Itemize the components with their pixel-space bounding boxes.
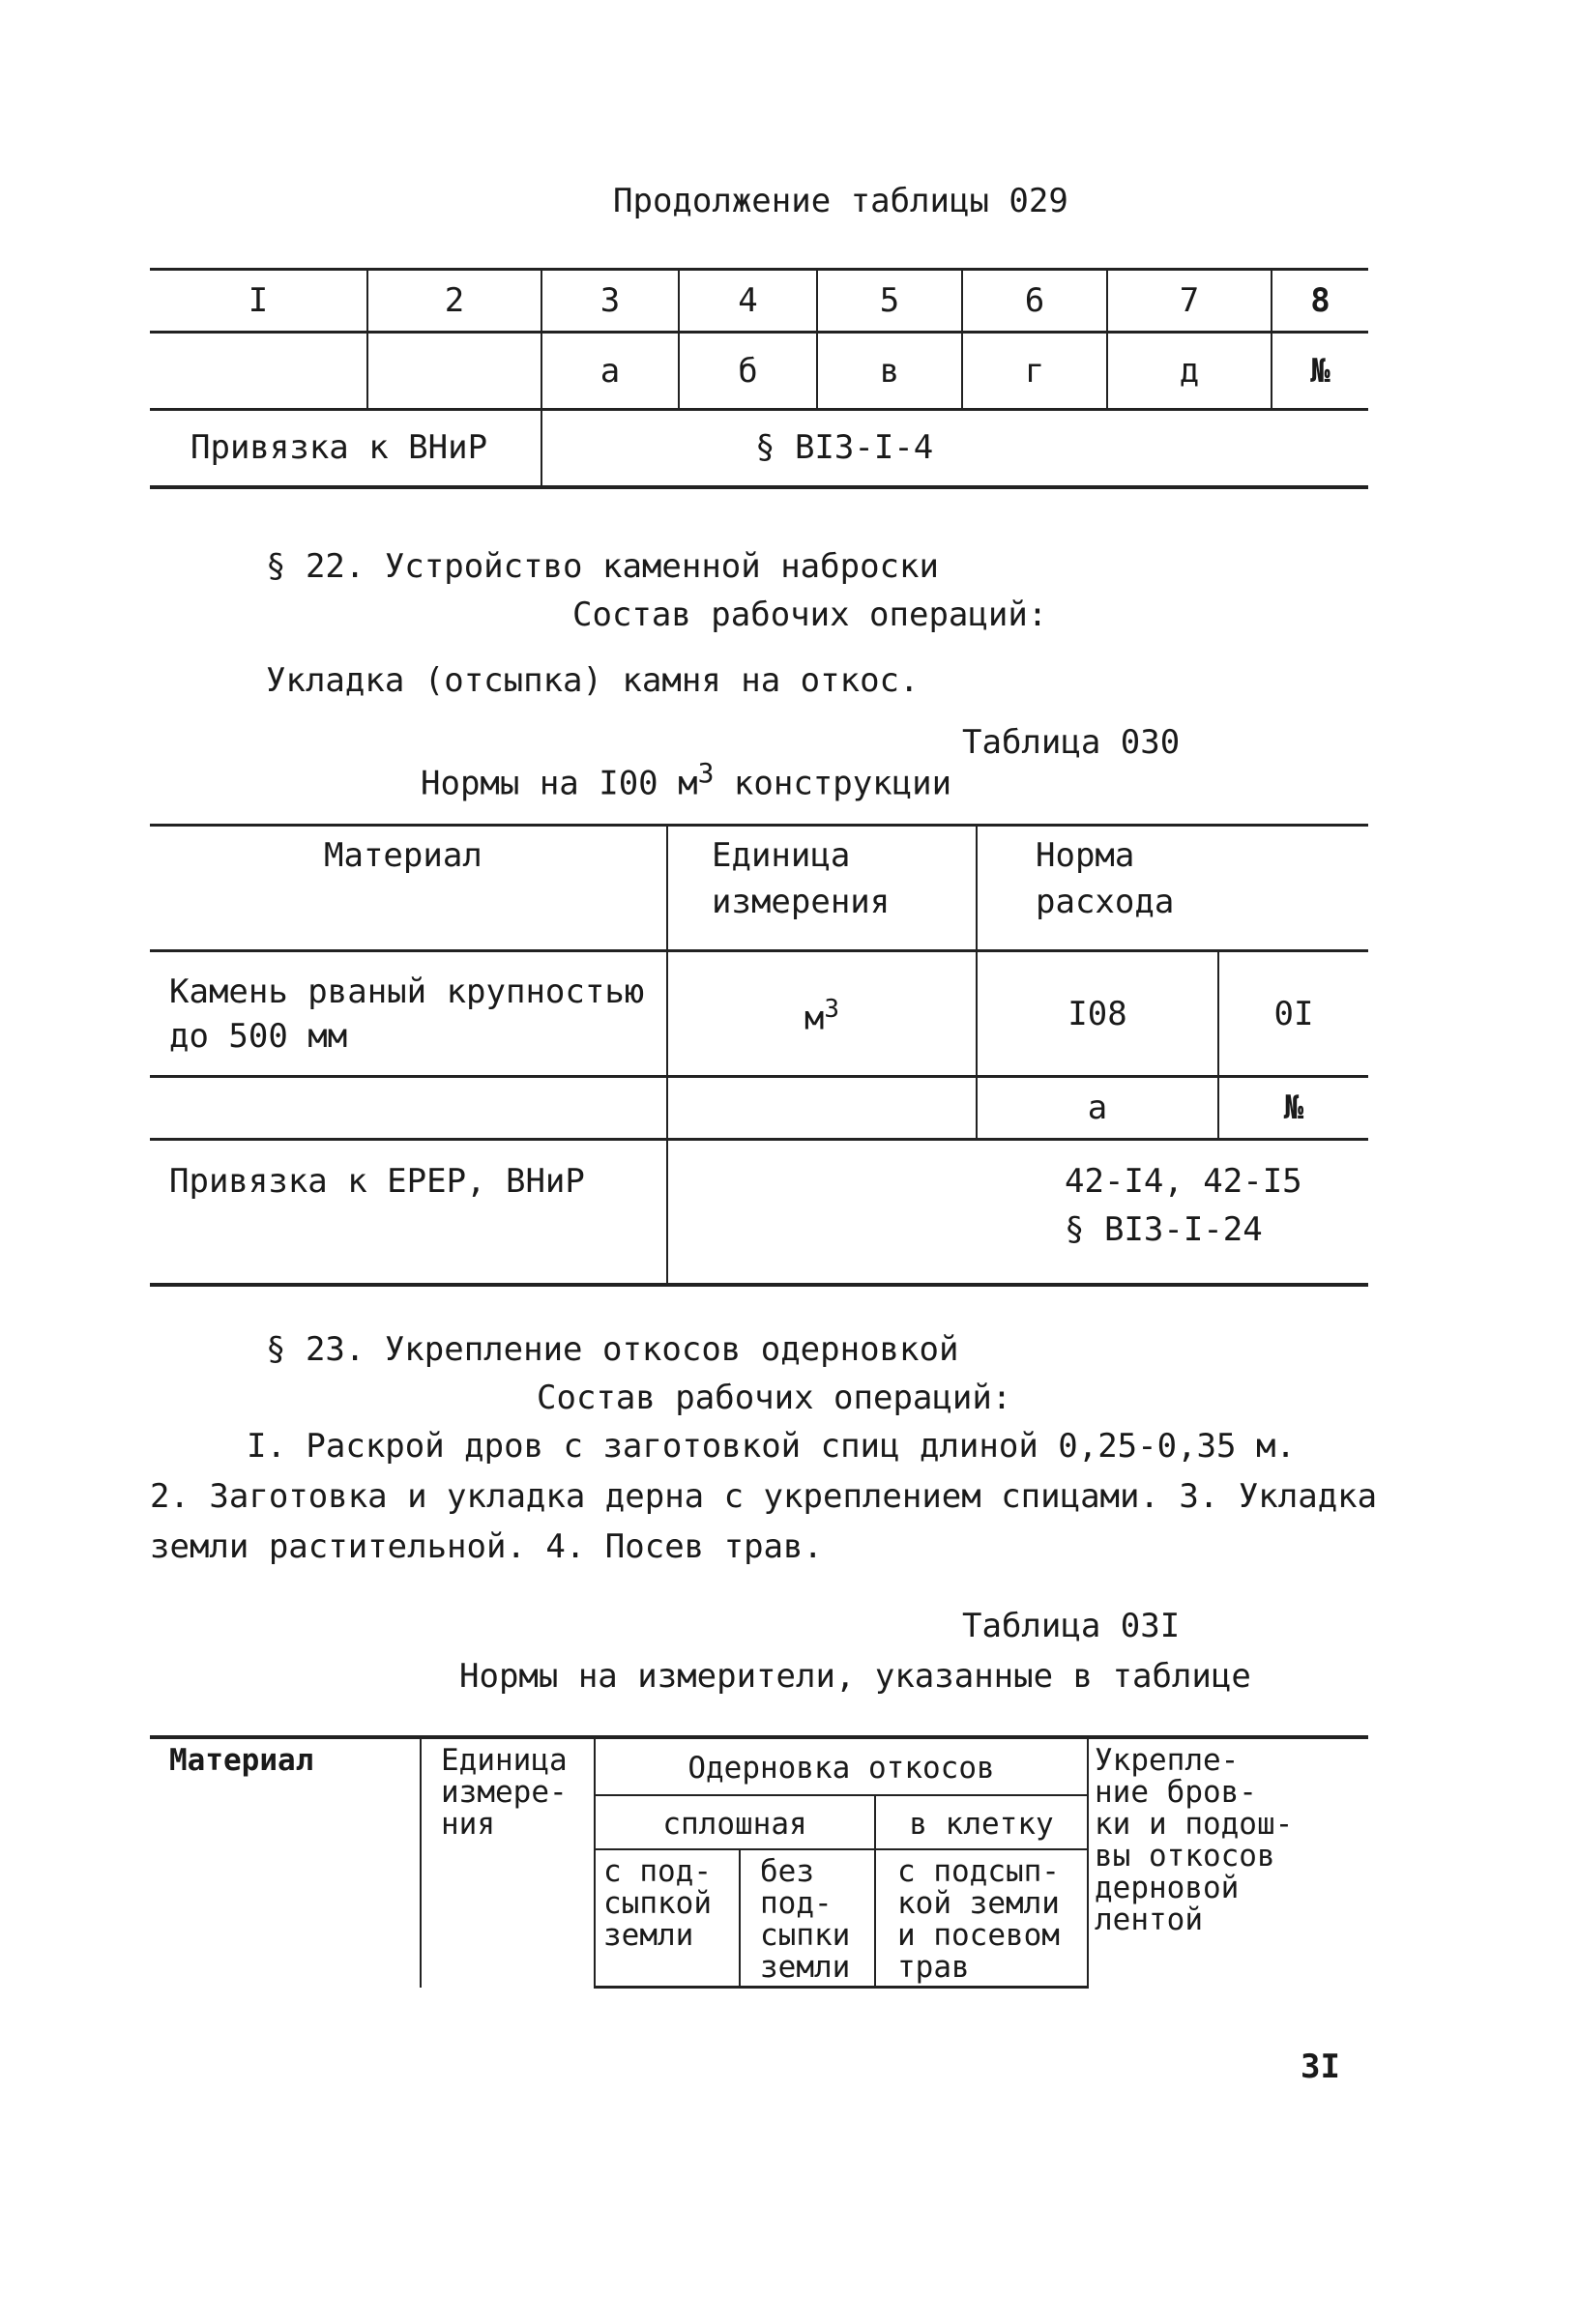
row1-material-line1: Камень рваный крупностью	[169, 972, 645, 1011]
header-reinf-line1: Укрепле-	[1095, 1743, 1240, 1778]
header-reinf-line4: вы откосов	[1095, 1839, 1275, 1874]
section-22-ops-heading: Состав рабочих операций:	[572, 596, 1048, 634]
section-22-title: § 22. Устройство каменной наброски	[266, 547, 939, 586]
row1-material-line2: до 500 мм	[169, 1016, 348, 1056]
ref-value	[667, 1140, 1368, 1285]
norms-sup: 3	[697, 757, 715, 789]
col-num-2: 2	[367, 270, 541, 333]
empty-cell	[367, 333, 541, 410]
table-031	[150, 1735, 1368, 1989]
header-material: Материал	[150, 826, 667, 951]
col-num-5: 5	[817, 270, 962, 333]
header-with-soil	[595, 1849, 740, 1988]
header-without-soil	[740, 1849, 875, 1988]
header-unit-line1: Единица	[441, 1743, 568, 1778]
col-num-7: 7	[1107, 270, 1272, 333]
ref-label: Привязка к ЕРЕР, ВНиР	[150, 1140, 667, 1285]
col-letter-d: д	[1107, 333, 1272, 410]
header-material: Материал	[150, 1737, 421, 1988]
section-23-ops-line3: земли растительной. 4. Посев трав.	[150, 1527, 823, 1566]
col-letter-g: г	[962, 333, 1107, 410]
header-unit	[667, 826, 977, 951]
header-cage: в клетку	[875, 1795, 1088, 1849]
header-with-soil-seeding	[875, 1849, 1088, 1988]
sub3-line1: с подсып-	[897, 1854, 1060, 1889]
norms-suffix: конструкции	[714, 764, 952, 803]
table-030-label: Таблица 030	[962, 723, 1181, 762]
col-num-3: 3	[541, 270, 679, 333]
header-solid: сплошная	[595, 1795, 875, 1849]
header-reinf-line6: лентой	[1095, 1903, 1203, 1937]
table-029-caption: Продолжение таблицы 029	[613, 182, 1068, 220]
col-letter-b: б	[679, 333, 817, 410]
header-reinf-line2: ние бров-	[1095, 1775, 1257, 1810]
section-23-title: § 23. Укрепление откосов одерновкой	[266, 1330, 959, 1369]
letter-no: №	[1218, 1077, 1368, 1140]
sub1-line1: с под-	[603, 1854, 712, 1889]
header-group: Одерновка откосов	[595, 1737, 1088, 1795]
header-unit-line2: измерения	[712, 883, 891, 921]
ref-value: § ВI3-I-4	[541, 410, 1368, 487]
col-num-6: 6	[962, 270, 1107, 333]
header-unit-line3: ния	[441, 1807, 495, 1842]
sub2-line1: без	[760, 1854, 814, 1889]
section-22-ops-text: Укладка (отсыпка) камня на откос.	[266, 661, 920, 700]
sub2-line2: под-	[760, 1886, 833, 1921]
col-num-8: 8	[1272, 270, 1368, 333]
letter-a: а	[977, 1077, 1218, 1140]
page-number: 3I	[1301, 2048, 1340, 2086]
header-norm	[977, 826, 1368, 951]
header-unit-line2: измере-	[441, 1775, 568, 1810]
section-23-ops-line2: 2. Заготовка и укладка дерна с укреплением спицами. 3. Укладка	[150, 1477, 1378, 1516]
header-reinf-line3: ки и подош-	[1095, 1807, 1294, 1842]
col-letter-v: в	[817, 333, 962, 410]
row1-material	[150, 951, 667, 1077]
row1-code: 0I	[1218, 951, 1368, 1077]
empty-cell	[667, 1077, 977, 1140]
sub1-line3: земли	[603, 1918, 694, 1953]
empty-cell	[150, 333, 367, 410]
ref-label: Привязка к ВНиР	[150, 410, 541, 487]
section-23-ops-line1: I. Раскрой дров с заготовкой спиц длиной 0,25-0,35 м.	[247, 1427, 1296, 1466]
table-029	[150, 268, 1368, 489]
col-letter-a: а	[541, 333, 679, 410]
table-030-norms-caption	[421, 754, 951, 802]
sub3-line4: трав	[897, 1950, 970, 1985]
header-reinforcement	[1088, 1737, 1368, 1988]
table-031-label: Таблица 03I	[962, 1607, 1181, 1645]
unit-base: м	[804, 999, 825, 1038]
unit-sup: 3	[824, 994, 840, 1024]
header-unit	[421, 1737, 595, 1988]
row1-unit	[667, 951, 977, 1077]
sub3-line3: и посевом	[897, 1918, 1060, 1953]
table-031-norms-caption: Нормы на измерители, указанные в таблице	[459, 1657, 1251, 1696]
table-030	[150, 824, 1368, 1287]
sub1-line2: сыпкой	[603, 1886, 712, 1921]
col-letter-no: №	[1272, 333, 1368, 410]
col-num-4: 4	[679, 270, 817, 333]
header-norm-line1: Норма	[1036, 836, 1135, 875]
header-reinf-line5: дерновой	[1095, 1871, 1240, 1905]
row1-value: I08	[977, 951, 1218, 1077]
empty-cell	[150, 1077, 667, 1140]
sub3-line2: кой земли	[897, 1886, 1060, 1921]
norms-prefix: Нормы на I00 м	[421, 764, 698, 803]
header-unit-line1: Единица	[712, 836, 851, 875]
col-num-1: I	[150, 270, 367, 333]
sub2-line4: земли	[760, 1950, 851, 1985]
section-23-ops-heading: Состав рабочих операций:	[537, 1379, 1012, 1417]
ref-value-line1: 42-I4, 42-I5	[1065, 1162, 1302, 1201]
ref-value-line2: § ВI3-I-24	[1065, 1210, 1263, 1249]
header-norm-line2: расхода	[1036, 883, 1175, 921]
sub2-line3: сыпки	[760, 1918, 851, 1953]
